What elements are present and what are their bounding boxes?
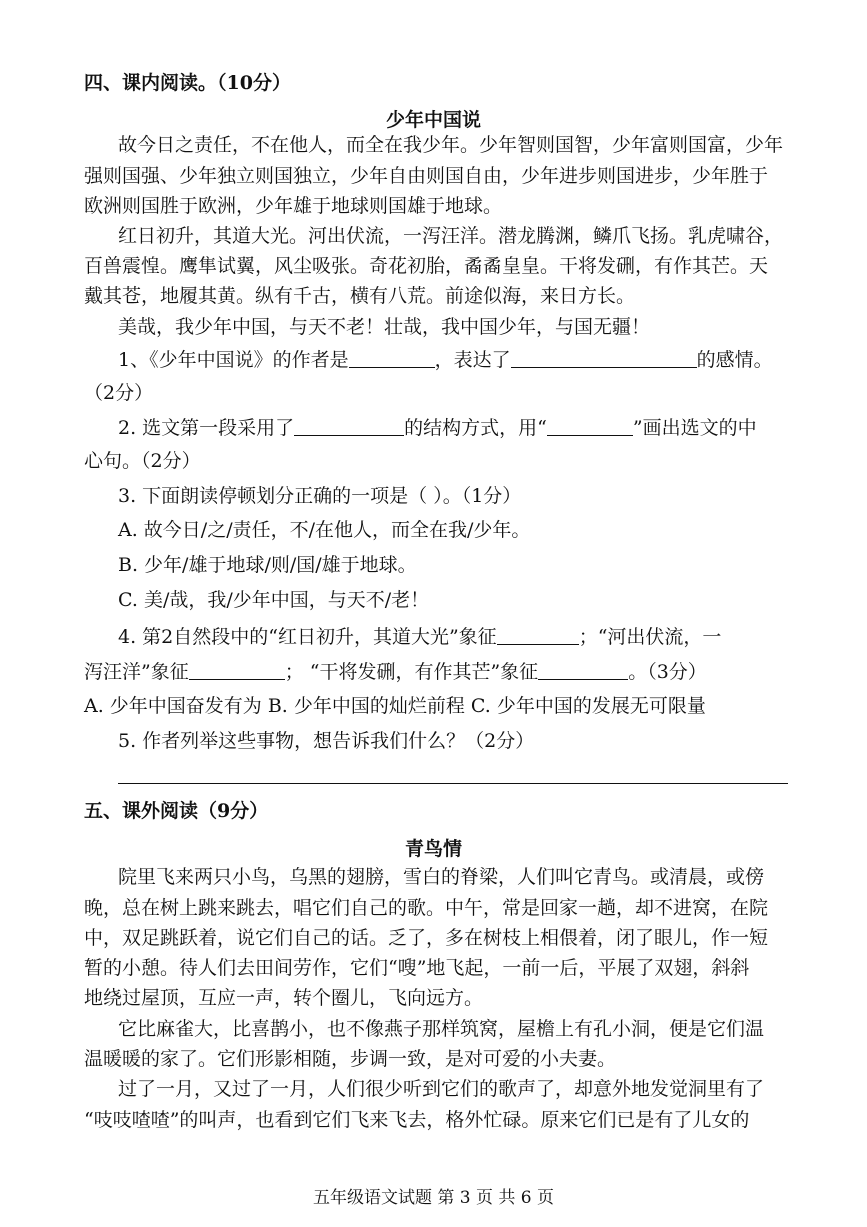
question-2-text-a: 2. 选文第一段采用了 [118,417,295,439]
question-5: 5. 作者列举这些事物，想告诉我们什么？（2分） [118,730,535,752]
question-3: 3. 下面朗读停顿划分正确的一项是（ ）。（1分） [118,485,522,507]
passage-line: 美哉，我少年中国，与天不老！壮哉，我中国少年，与国无疆！ [118,316,651,338]
passage-line: 戴其苍，地履其黄。纵有千古，横有八荒。前途似海，来日方长。 [84,285,636,307]
answer-blank[interactable] [189,662,285,680]
passage-line: 强则国强、少年独立则国独立，少年自由则国自由，少年进步则国进步，少年胜于 [84,165,769,187]
passage-line: 百兽震惶。鹰隼试翼，风尘吸张。奇花初胎，矞矞皇皇。干将发硎，有作其芒。天 [84,255,769,277]
question-2-cont: 心句。（2分） [84,450,201,472]
option-b: B. 少年/雄于地球/则/国/雄于地球。 [118,554,417,576]
passage-title-shaonian: 少年中国说 [385,109,481,131]
passage-line: 温暖暖的家了。它们形影相随，步调一致，是对可爱的小夫妻。 [84,1048,617,1070]
passage-line: 红日初升，其道大光。河出伏流，一泻汪洋。潜龙腾渊，鳞爪飞扬。乳虎啸谷， [118,225,784,247]
answer-blank[interactable] [497,627,579,645]
question-1-text-b: ，表达了 [434,349,511,371]
question-4-text-d: ； “干将发硎，有作其芒”象征 [284,661,539,683]
answer-blank[interactable] [547,418,633,436]
option-c: C. 美/哉，我/少年中国，与天不/老！ [118,589,430,611]
question-2-text-b: 的结构方式，用“ [404,417,547,439]
question-1 [118,350,773,370]
question-4-text-e: 。（3分） [628,661,707,683]
passage-line: 故今日之责任，不在他人，而全在我少年。少年智则国智，少年富则国富，少年 [118,134,784,156]
passage-line: 中，双足跳跃着，说它们自己的话。乏了，多在树枝上相偎着，闭了眼儿，作一短 [84,927,769,949]
question-4-text-c: 泻汪洋”象征 [84,661,189,683]
answer-line[interactable] [118,783,788,784]
question-4 [118,627,721,647]
passage-line: 院里飞来两只小鸟，乌黑的翅膀，雪白的脊梁，人们叫它青鸟。或清晨，或傍 [118,866,765,888]
passage-line: 暂的小憩。待人们去田间劳作，它们“嗖”地飞起，一前一后，平展了双翅，斜斜 [84,957,750,979]
option-a: A. 故今日/之/责任，不/在他人，而全在我/少年。 [118,519,531,541]
answer-blank[interactable] [294,418,404,436]
passage-line: 它比麻雀大，比喜鹊小，也不像燕子那样筑窝，屋檐上有孔小洞，便是它们温 [118,1018,765,1040]
section-5-heading: 五、课外阅读（9分） [84,800,269,822]
answer-blank[interactable] [511,350,697,368]
question-4-text-a: 4. 第2自然段中的“红日初升，其道大光”象征 [118,626,497,648]
passage-line: “吱吱喳喳”的叫声，也看到它们飞来飞去，格外忙碌。原来它们已是有了儿女的 [84,1109,750,1131]
answer-blank[interactable] [349,350,435,368]
question-1-text-c: 的感情。 [696,349,773,371]
page-footer: 五年级语文试题 第 3 页 共 6 页 [312,1188,555,1208]
question-1-score: （2分） [84,382,154,404]
passage-line: 欧洲则国胜于欧洲，少年雄于地球则国雄于地球。 [84,195,503,217]
question-1-text-a: 1、《少年中国说》的作者是 [118,349,349,371]
section-4-heading: 四、课内阅读。（10分） [84,72,291,94]
passage-line: 地绕过屋顶，互应一声，转个圈儿，飞向远方。 [84,987,484,1009]
question-2 [118,418,757,438]
question-4-cont [84,662,707,682]
question-4-options: A. 少年中国奋发有为 B. 少年中国的灿烂前程 C. 少年中国的发展无可限量 [84,695,706,717]
answer-blank[interactable] [538,662,628,680]
passage-title-qingniao: 青鸟情 [404,838,462,860]
question-4-text-b: ；“河出伏流，一 [578,626,722,648]
question-2-text-c: ”画出选文的中 [632,417,757,439]
passage-line: 晚，总在树上跳来跳去，唱它们自己的歌。中午，常是回家一趟，却不进窝，在院 [84,897,769,919]
passage-line: 过了一月，又过了一月，人们很少听到它们的歌声了，却意外地发觉洞里有了 [118,1078,765,1100]
